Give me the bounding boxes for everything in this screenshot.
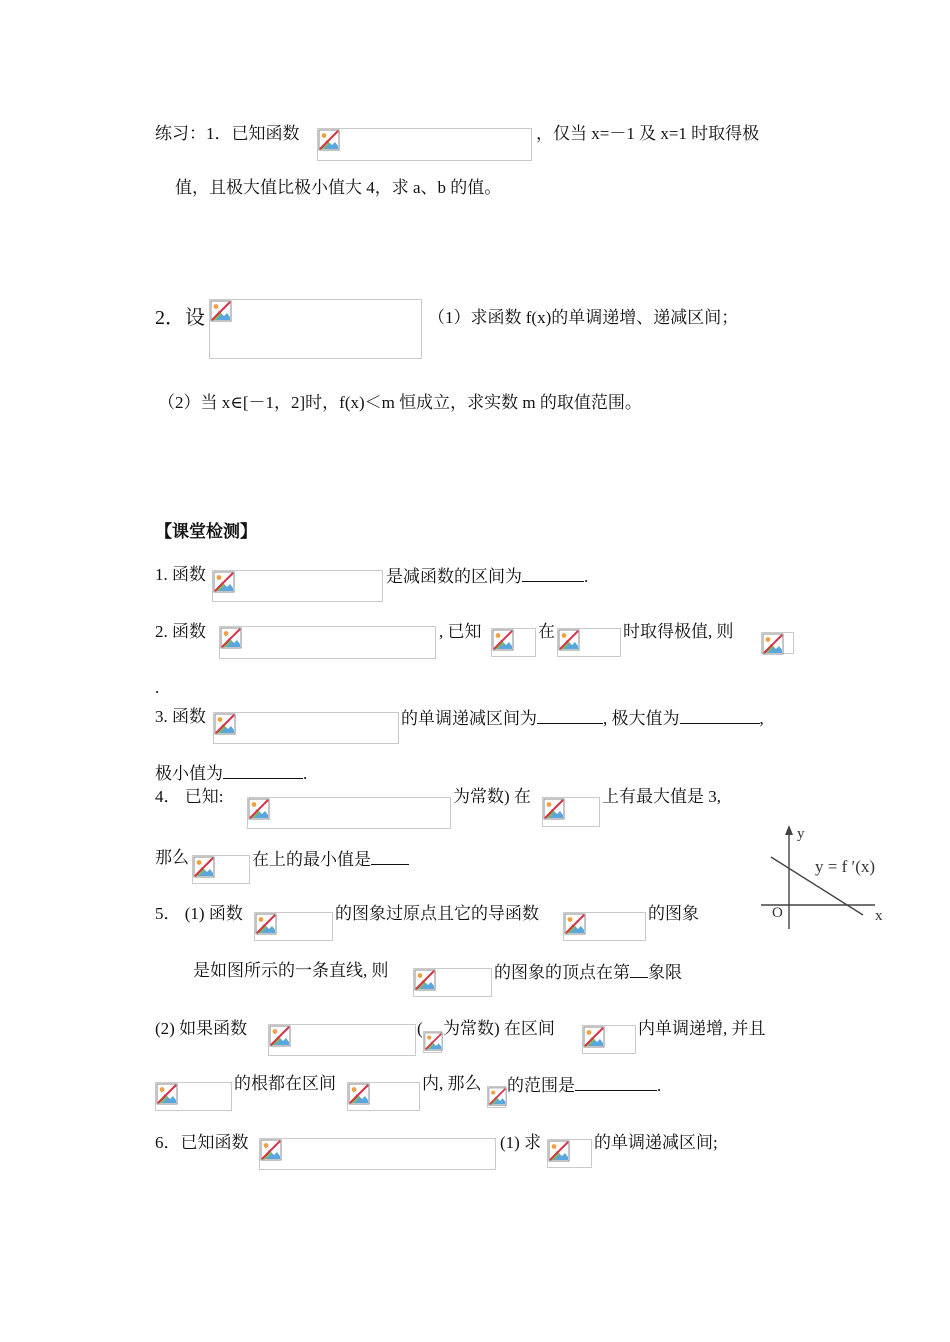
broken-image-icon: [488, 1087, 507, 1106]
y-label: y: [797, 826, 805, 842]
check-q5-cont3: [494, 959, 682, 985]
formula-image: [347, 1082, 420, 1111]
broken-image-icon: [558, 629, 580, 651]
answer-blank: [575, 1072, 657, 1091]
check-q4-text-4: 那么: [155, 848, 189, 867]
check-q5-text-12: 内, 那么: [422, 1074, 482, 1093]
check-q4-cont2: [602, 785, 721, 809]
formula-image: [563, 912, 646, 941]
formula-image: [219, 626, 436, 659]
check-q6-text-3: 的单调递减区间;: [594, 1133, 718, 1152]
period: .: [657, 1076, 662, 1095]
check-q1: [155, 563, 206, 587]
broken-image-icon: [220, 627, 242, 649]
check-q5-text-5: 的图象的顶点在第: [494, 963, 630, 982]
broken-image-icon: [318, 129, 340, 151]
check-q5-cont: [335, 902, 539, 926]
check-q5-text-2: 的图象过原点且它的导函数: [335, 904, 539, 923]
practice-q1-text-2: ，仅当 x=－1 及 x=1 时取得极: [536, 124, 760, 143]
curve-label: y = f ′(x): [815, 857, 876, 876]
formula-image: [155, 1082, 232, 1111]
formula-image: [192, 855, 250, 884]
broken-image-icon: [255, 913, 277, 935]
formula-image: [582, 1025, 636, 1054]
check-q5-text-7: (2) 如果函数: [155, 1019, 248, 1038]
formula-image: [491, 628, 536, 657]
check-q5-text-3: 的图象: [648, 904, 699, 923]
check-q4-cont: [453, 785, 531, 809]
check-q2-dot: [155, 676, 159, 700]
practice-q2-num: [155, 306, 205, 330]
formula-image: [213, 712, 399, 744]
y-axis-arrow: [785, 825, 793, 835]
answer-blank: [371, 846, 409, 865]
check-q5-cont4: [443, 1017, 555, 1041]
check-q3: [155, 705, 206, 729]
check-q5-text-8: (: [417, 1019, 423, 1038]
check-q4-text-5: 在上的最小值是: [252, 850, 371, 869]
origin-label: O: [772, 905, 783, 921]
broken-image-icon: [492, 629, 514, 651]
practice-q2-text-3: （2）当 x∈[－1，2]时，f(x)＜m 恒成立，求实数 m 的取值范围。: [158, 393, 642, 412]
practice-q2-text-2: （1）求函数 f(x)的单调递增、递减区间；: [428, 308, 739, 327]
check-q5-text: 5． (1) 函数: [155, 904, 243, 923]
broken-image-icon: [248, 798, 270, 820]
broken-image-icon: [548, 1140, 570, 1162]
section-title: [155, 520, 257, 544]
check-q1-cont: [386, 563, 588, 589]
formula-image: [542, 797, 600, 827]
check-q5-text-9: 为常数) 在区间: [443, 1019, 555, 1038]
check-q2-cont2: [538, 620, 555, 644]
check-q5-cont2: [648, 902, 699, 926]
formula-image: [259, 1138, 496, 1170]
broken-image-icon: [213, 571, 235, 593]
section-title-text: 【课堂检测】: [155, 522, 257, 541]
formula-image: [761, 632, 794, 654]
formula-image: [317, 128, 532, 161]
broken-image-icon: [214, 713, 236, 735]
answer-blank: [522, 563, 584, 582]
check-q5-cont5: [638, 1017, 766, 1041]
broken-image-icon: [210, 300, 232, 322]
check-q3-text: 3. 函数: [155, 707, 206, 726]
practice-q2-part1: [428, 306, 738, 330]
check-q5-text-4: 是如图所示的一条直线, 则: [193, 961, 389, 980]
check-q4-text: 4． 已知:: [155, 787, 224, 806]
check-q4: [155, 785, 223, 809]
practice-q1-line2: [175, 176, 501, 200]
practice-q2-part2: [158, 391, 642, 415]
x-label: x: [875, 908, 883, 924]
broken-image-icon: [424, 1032, 443, 1051]
check-q3-cont: [401, 705, 764, 731]
answer-blank: [680, 705, 760, 724]
broken-image-icon: [193, 856, 215, 878]
check-q6-text-2: (1) 求: [500, 1133, 542, 1152]
practice-q1-cont: [536, 122, 759, 146]
broken-image-icon: [156, 1083, 178, 1105]
check-q5-text-6: 象限: [648, 963, 682, 982]
check-q5-paren: [417, 1017, 423, 1041]
check-q5: [155, 902, 243, 926]
broken-image-icon: [583, 1026, 605, 1048]
period: .: [584, 567, 589, 586]
check-q4-text-2: 为常数) 在: [453, 787, 531, 806]
check-q1-text-2: 是减函数的区间为: [386, 567, 522, 586]
practice-q1-text-3: 值，且极大值比极小值大 4，求 a、b 的值。: [175, 178, 502, 197]
check-q6: [155, 1131, 249, 1155]
practice-q2-text: 2．设: [155, 307, 205, 329]
check-q5-cont8: [507, 1072, 661, 1098]
broken-image-icon: [414, 969, 436, 991]
formula-image: [247, 797, 451, 829]
derivative-graph: [757, 823, 897, 931]
broken-image-icon: [260, 1139, 282, 1161]
formula-image: [547, 1139, 592, 1168]
broken-image-icon: [564, 913, 586, 935]
formula-image: [487, 1086, 506, 1108]
comma: ,: [759, 709, 764, 728]
check-q5-part2: [155, 1017, 247, 1041]
check-q3-text-3: , 极大值为: [603, 709, 680, 728]
check-q5-text-10: 内单调递增, 并且: [638, 1019, 766, 1038]
period: .: [303, 764, 308, 783]
broken-image-icon: [762, 633, 784, 655]
check-q2-text-2: , 已知: [439, 622, 482, 641]
check-q5-cont6: [234, 1072, 336, 1096]
answer-blank: [630, 959, 648, 978]
answer-blank: [223, 760, 303, 779]
answer-blank: [537, 705, 603, 724]
check-q6-text: 6．已知函数: [155, 1133, 249, 1152]
broken-image-icon: [269, 1025, 291, 1047]
formula-image: [413, 968, 492, 997]
check-q2-cont: [439, 620, 482, 644]
check-q5-line2: [193, 959, 389, 983]
check-q2-cont3: [623, 620, 734, 644]
check-q4-line2: [155, 846, 189, 870]
check-q6-cont2: [594, 1131, 718, 1155]
check-q2-text-4: 时取得极值, 则: [623, 622, 734, 641]
broken-image-icon: [348, 1083, 370, 1105]
check-q5-text-11: 的根都在区间: [234, 1074, 336, 1093]
check-q5-text-13: 的范围是: [507, 1076, 575, 1095]
practice-q1-line1: [155, 122, 300, 146]
formula-image: [212, 570, 383, 602]
formula-image: [254, 912, 333, 941]
formula-image: [268, 1024, 416, 1056]
check-q2-text-3: 在: [538, 622, 555, 641]
formula-image: [557, 628, 621, 657]
check-q2-text: 2. 函数: [155, 622, 206, 641]
check-q4-text-3: 上有最大值是 3,: [602, 787, 721, 806]
check-q3-text-4: 极小值为: [155, 764, 223, 783]
check-q6-cont: [500, 1131, 541, 1155]
check-q5-cont7: [422, 1072, 482, 1096]
formula-image: [209, 299, 422, 359]
check-q2: [155, 620, 206, 644]
period: .: [155, 678, 160, 697]
check-q3-line2: [155, 760, 307, 786]
check-q4-cont3: [252, 846, 409, 872]
broken-image-icon: [543, 798, 565, 820]
formula-image: [423, 1031, 442, 1053]
practice-q1-text: 练习：1．已知函数: [155, 124, 300, 143]
check-q3-text-2: 的单调递减区间为: [401, 709, 537, 728]
check-q1-text: 1. 函数: [155, 565, 206, 584]
